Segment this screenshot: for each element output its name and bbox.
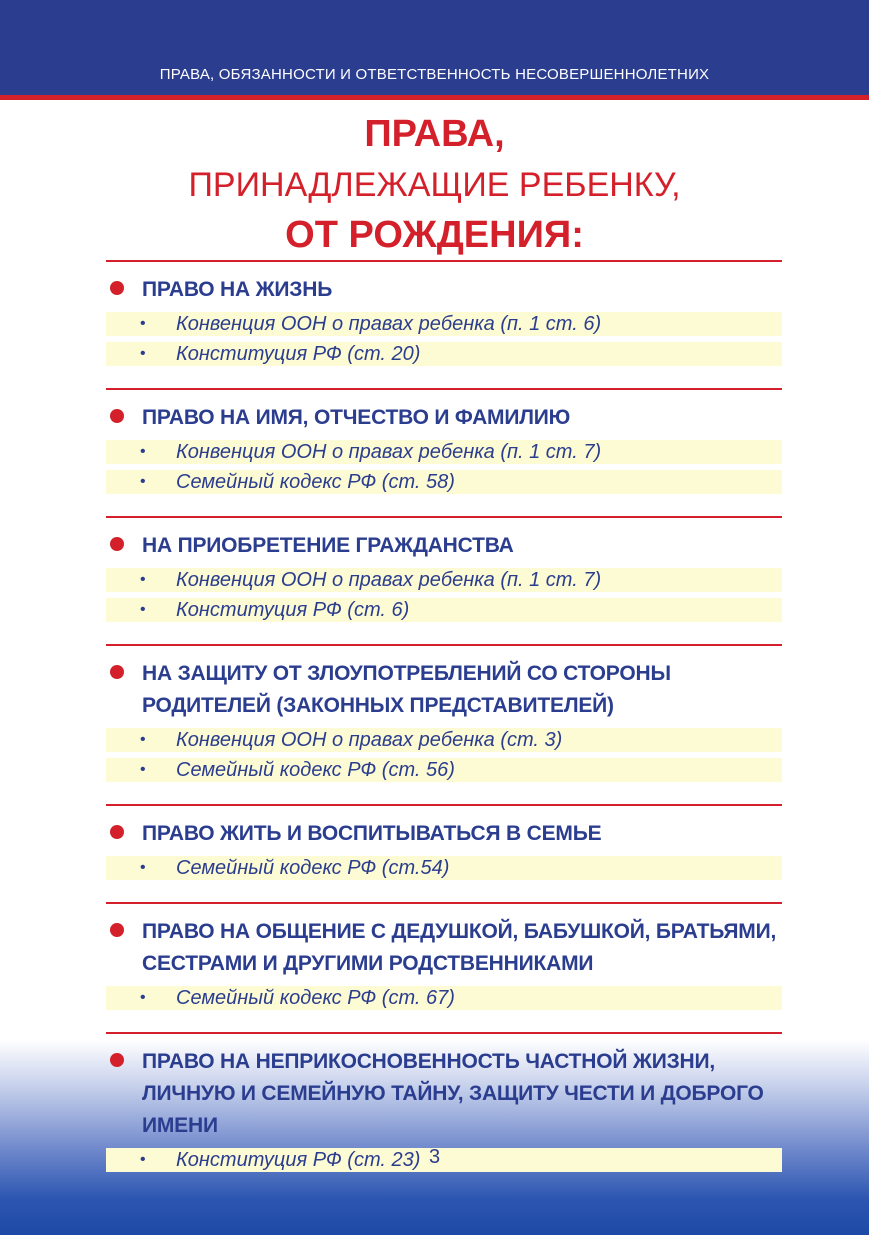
legal-reference — [106, 728, 782, 752]
legal-reference — [106, 758, 782, 782]
legal-reference — [106, 856, 782, 880]
small-bullet-icon: • — [140, 473, 146, 490]
small-bullet-icon: • — [140, 859, 146, 876]
header-rule — [0, 95, 869, 100]
legal-reference-text: Семейный кодекс РФ (ст.54) — [176, 856, 450, 879]
right-title: ПРАВО ЖИТЬ И ВОСПИТЫВАТЬСЯ В СЕМЬЕ — [142, 822, 602, 845]
right-section — [106, 516, 782, 622]
legal-reference-text: Конвенция ООН о правах ребенка (ст. 3) — [176, 728, 563, 751]
legal-reference — [106, 312, 782, 336]
legal-reference-text: Конвенция ООН о правах ребенка (п. 1 ст. 7) — [176, 568, 602, 591]
bullet-dot-icon — [110, 923, 124, 937]
right-heading — [106, 916, 782, 980]
legal-reference-text: Конституция РФ (ст. 6) — [176, 598, 410, 621]
small-bullet-icon: • — [140, 601, 146, 618]
right-title: ПРАВО НА НЕПРИКОСНОВЕННОСТЬ ЧАСТНОЙ ЖИЗНИ, ЛИЧНУЮ И СЕМЕЙНУЮ ТАЙНУ, ЗАЩИТУ ЧЕСТИ И ДОБРОГО ИМЕНИ — [142, 1050, 764, 1137]
small-bullet-icon: • — [140, 731, 146, 748]
small-bullet-icon: • — [140, 989, 146, 1006]
right-section — [106, 902, 782, 1010]
right-heading — [106, 530, 782, 562]
title-line-2: ПРИНАДЛЕЖАЩИЕ РЕБЕНКУ, — [188, 166, 681, 204]
legal-reference-text: Семейный кодекс РФ (ст. 67) — [176, 986, 455, 1009]
small-bullet-icon: • — [140, 315, 146, 332]
bullet-dot-icon — [110, 1053, 124, 1067]
legal-reference — [106, 440, 782, 464]
right-title: ПРАВО НА ЖИЗНЬ — [142, 278, 333, 301]
legal-reference-text: Конституция РФ (ст. 23) — [176, 1148, 421, 1171]
right-heading — [106, 402, 782, 434]
small-bullet-icon: • — [140, 571, 146, 588]
header-band — [0, 0, 869, 95]
right-title: НА ПРИОБРЕТЕНИЕ ГРАЖДАНСТВА — [142, 534, 514, 557]
small-bullet-icon: • — [140, 1151, 146, 1168]
small-bullet-icon: • — [140, 761, 146, 778]
legal-reference-text: Конвенция ООН о правах ребенка (п. 1 ст. 7) — [176, 440, 602, 463]
legal-reference — [106, 568, 782, 592]
right-heading — [106, 818, 782, 850]
right-heading — [106, 1046, 782, 1142]
legal-reference-text: Семейный кодекс РФ (ст. 56) — [176, 758, 455, 781]
bullet-dot-icon — [110, 409, 124, 423]
right-title: ПРАВО НА ОБЩЕНИЕ С ДЕДУШКОЙ, БАБУШКОЙ, БРАТЬЯМИ, СЕСТРАМИ И ДРУГИМИ РОДСТВЕННИКАМИ — [142, 920, 777, 975]
title-line-1: ПРАВА, — [364, 113, 505, 155]
right-heading — [106, 274, 782, 306]
small-bullet-icon: • — [140, 345, 146, 362]
title-line-3: ОТ РОЖДЕНИЯ: — [285, 214, 584, 256]
right-section — [106, 388, 782, 494]
bullet-dot-icon — [110, 281, 124, 295]
legal-reference — [106, 598, 782, 622]
header-title: ПРАВА, ОБЯЗАННОСТИ И ОТВЕТСТВЕННОСТЬ НЕСОВЕРШЕННОЛЕТНИХ — [159, 66, 710, 83]
rights-list — [106, 260, 782, 1194]
bullet-dot-icon — [110, 537, 124, 551]
right-title: НА ЗАЩИТУ ОТ ЗЛОУПОТРЕБЛЕНИЙ СО СТОРОНЫ РОДИТЕЛЕЙ (ЗАКОННЫХ ПРЕДСТАВИТЕЛЕЙ) — [142, 662, 671, 717]
page-title — [0, 108, 869, 260]
right-section — [106, 644, 782, 782]
small-bullet-icon: • — [140, 443, 146, 460]
legal-reference-text: Конституция РФ (ст. 20) — [176, 342, 421, 365]
right-heading — [106, 658, 782, 722]
right-section — [106, 804, 782, 880]
right-section — [106, 260, 782, 366]
legal-reference — [106, 342, 782, 366]
page-number: 3 — [428, 1146, 441, 1168]
legal-reference-text: Семейный кодекс РФ (ст. 58) — [176, 470, 455, 493]
legal-reference — [106, 986, 782, 1010]
bullet-dot-icon — [110, 665, 124, 679]
legal-reference-text: Конвенция ООН о правах ребенка (п. 1 ст. 6) — [176, 312, 602, 335]
legal-reference — [106, 470, 782, 494]
right-title: ПРАВО НА ИМЯ, ОТЧЕСТВО И ФАМИЛИЮ — [142, 406, 571, 429]
bullet-dot-icon — [110, 825, 124, 839]
